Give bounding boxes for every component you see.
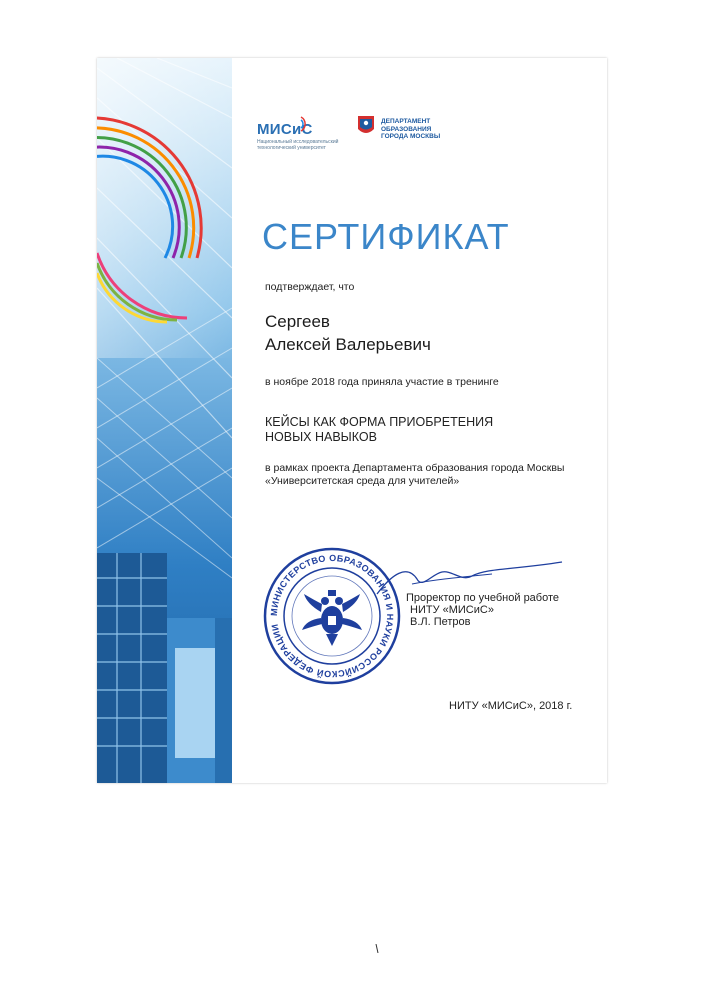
signatory-name: В.Л. Петров bbox=[410, 616, 471, 628]
stamp-seal-icon bbox=[262, 546, 402, 686]
course-title-line-2: НОВЫХ НАВЫКОВ bbox=[265, 430, 377, 444]
recipient-name bbox=[265, 310, 431, 356]
project-line-1: в рамках проекта Департамента образования города Москвы bbox=[265, 462, 565, 474]
course-title bbox=[265, 415, 493, 445]
certificate-title: СЕРТИФИКАТ bbox=[262, 216, 510, 257]
scan-mark bbox=[375, 944, 379, 953]
dept-line-3: ГОРОДА МОСКВЫ bbox=[381, 133, 441, 140]
dept-logo-text bbox=[381, 118, 491, 141]
stamp-ring-text: МИНИСТЕРСТВО ОБРАЗОВАНИЯ И НАУКИ РОССИЙСКОЙ ФЕДЕРАЦИИ bbox=[268, 552, 396, 680]
recipient-given-names: Алексей Валерьевич bbox=[265, 335, 431, 354]
project-line-2: «Университетская среда для учителей» bbox=[265, 475, 460, 487]
confirms-text: подтверждает, что bbox=[265, 281, 355, 293]
dept-emblem-icon bbox=[357, 115, 375, 137]
dept-line-2: ОБРАЗОВАНИЯ bbox=[381, 125, 432, 133]
misis-logo-text: МИСиС bbox=[257, 121, 313, 138]
decorative-photo-band bbox=[97, 58, 232, 783]
dept-line-1: ДЕПАРТАМЕНТ bbox=[381, 118, 431, 125]
project-text bbox=[265, 462, 564, 488]
misis-subtitle: Национальный исследовательский технологический университет bbox=[257, 139, 339, 151]
header-logos bbox=[257, 113, 587, 163]
certificate-sheet bbox=[97, 58, 607, 783]
official-stamp bbox=[262, 546, 402, 686]
signatory-org: НИТУ «МИСиС» bbox=[410, 604, 494, 616]
recipient-surname: Сергеев bbox=[265, 312, 330, 331]
misis-arc-icon bbox=[299, 115, 313, 133]
signatory-block bbox=[406, 592, 559, 628]
signatory-position: Проректор по учебной работе bbox=[406, 592, 560, 604]
architecture-photo-illustration bbox=[97, 58, 232, 783]
course-title-line-1: КЕЙСЫ КАК ФОРМА ПРИОБРЕТЕНИЯ bbox=[265, 415, 494, 429]
footer-issuer-year: НИТУ «МИСиС», 2018 г. bbox=[449, 700, 573, 712]
participation-text: в ноябре 2018 года приняла участие в тренинге bbox=[265, 376, 499, 388]
